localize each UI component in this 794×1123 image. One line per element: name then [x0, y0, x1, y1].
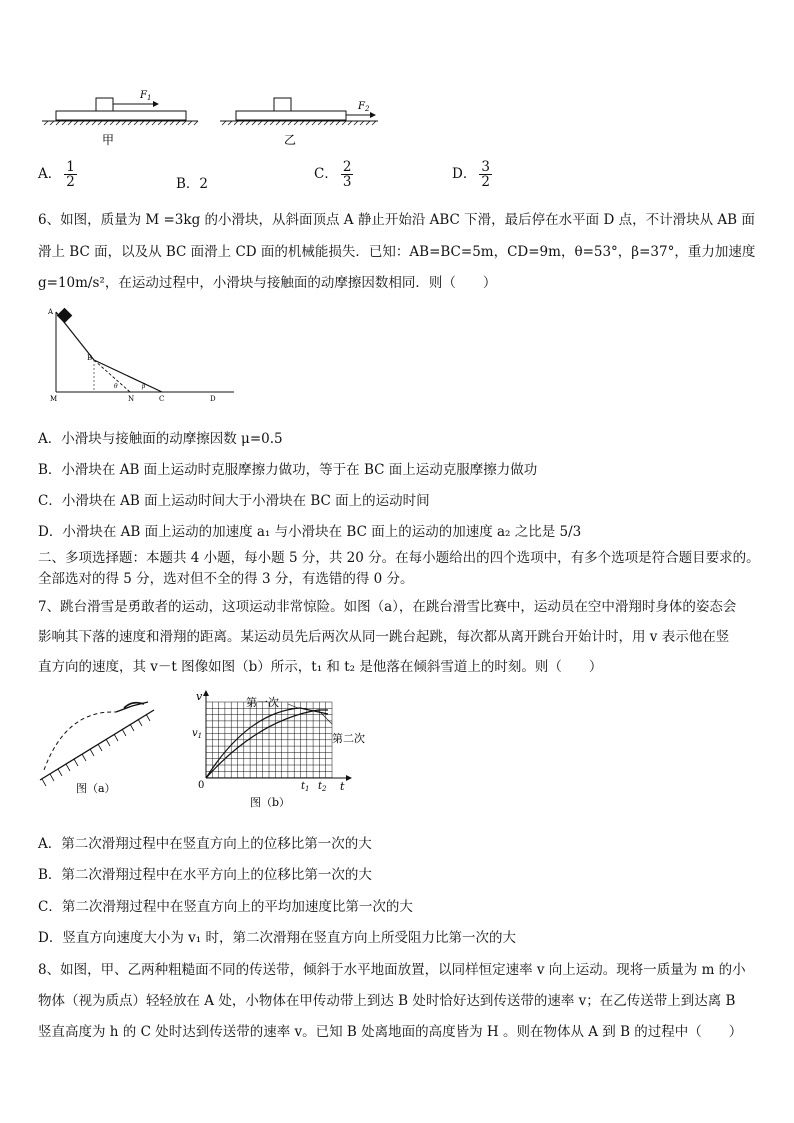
t1-label: $t_1$ [301, 781, 310, 793]
numerator: 1 [66, 159, 75, 175]
q6-stem-line-2: 滑上 BC 面，以及从 BC 面滑上 CD 面的机械能损失．已知：AB=BC=5m，CD=9m，θ=53°，β=37°，重力加速度 [38, 244, 756, 260]
fig-label-jia: 甲 [102, 133, 115, 147]
series-first-label: 第一次 [246, 696, 279, 709]
fraction [341, 160, 354, 189]
axis-v-label: v [196, 690, 203, 703]
q7-stem-line-3: 直方向的速度，其 v－t 图像如图（b）所示，t₁ 和 t₂ 是他落在倾斜雪道上的时刻。则（ ） [38, 659, 603, 675]
fig-friction-blocks [38, 84, 388, 150]
point-d-label: D [210, 395, 216, 403]
q6-option-d[interactable]: D．小滑块在 AB 面上运动的加速度 a₁ 与小滑块在 BC 面上的运动的加速度 a₂ 之比是 5/3 [38, 524, 582, 540]
fig-incline [44, 304, 244, 404]
point-a-label: A [48, 308, 54, 316]
q6-option-c[interactable]: C．小滑块在 AB 面上运动时间大于小滑块在 BC 面上的运动时间 [38, 493, 430, 509]
point-c-label: C [159, 395, 165, 403]
point-m-label: M [50, 395, 58, 403]
point-b-label: B [87, 354, 93, 362]
q8-stem-line-2: 物体（视为质点）轻轻放在 A 处，小物体在甲传动带上到达 B 处时恰好达到传送带的速率 v；在乙传送带上到达离 B [38, 993, 736, 1009]
f1-label: $F_1$ [140, 90, 152, 102]
angle-theta-label: θ [114, 383, 118, 390]
fig-b-caption: 图（b） [250, 796, 291, 809]
axis-t-label: t [340, 780, 345, 793]
q7-option-c[interactable]: C．第二次滑翔过程中在竖直方向上的平均加速度比第一次的大 [38, 899, 413, 915]
option-letter: D． [452, 166, 477, 183]
q7-option-d[interactable]: D．竖直方向速度大小为 v₁ 时，第二次滑翔在竖直方向上所受阻力比第一次的大 [38, 930, 516, 946]
q6-option-a[interactable]: A．小滑块与接触面的动摩擦因数 μ=0.5 [38, 431, 283, 447]
q7-option-a[interactable]: A．第二次滑翔过程中在竖直方向上的位移比第一次的大 [38, 836, 372, 852]
q8-stem-line-3: 竖直高度为 h 的 C 处时达到传送带的速率 v。已知 B 处离地面的高度皆为 H 。则在物体从 A 到 B 的过程中（ ） [38, 1024, 743, 1040]
fig-ski-jump [36, 700, 166, 800]
section-2-instructions: 全部选对的得 5 分，选对但不全的得 3 分，有选错的得 0 分。 [38, 571, 414, 587]
q5-option-c[interactable] [314, 160, 353, 189]
option-letter: C． [314, 166, 338, 183]
origin-label: 0 [198, 780, 205, 791]
q6-option-b[interactable]: B．小滑块在 AB 面上运动时克服摩擦力做功，等于在 BC 面上运动克服摩擦力做功 [38, 462, 538, 478]
q6-stem-line-1: 6、如图，质量为 M =3kg 的小滑块，从斜面顶点 A 静止开始沿 ABC 下滑，最后停在水平面 D 点，不计滑块从 AB 面 [38, 212, 755, 228]
series-second-label: 第二次 [332, 732, 365, 745]
q5-option-a[interactable] [38, 160, 77, 189]
numerator: 3 [481, 159, 490, 175]
fig-a-caption: 图（a） [76, 782, 116, 795]
q7-stem-line-2: 影响其下落的速度和滑翔的距离。某运动员先后两次从同一跳台起跳，每次都从离开跳台开始计时，用 v 表示他在竖 [38, 629, 730, 645]
option-letter: A． [38, 166, 62, 183]
section-2-heading: 二、多项选择题：本题共 4 小题，每小题 5 分，共 20 分。在每小题给出的四个选项中，有多个选项是符合题目要求的。 [38, 550, 760, 566]
t2-label: $t_2$ [318, 781, 327, 793]
denominator: 2 [481, 174, 490, 191]
q8-stem-line-1: 8、如图，甲、乙两种粗糙面不同的传送带，倾斜于水平地面放置，以同样恒定速率 v 向上运动。现将一质量为 m 的小 [38, 962, 746, 978]
v1-label: $v_1$ [192, 728, 203, 740]
denominator: 2 [66, 174, 75, 191]
q5-option-b[interactable] [176, 172, 208, 192]
q7-option-b[interactable]: B．第二次滑翔过程中在水平方向上的位移比第一次的大 [38, 867, 372, 883]
option-letter: B． [176, 176, 200, 192]
numerator: 2 [342, 159, 352, 175]
fig-label-yi: 乙 [284, 133, 297, 147]
fig-vt-graph [188, 690, 388, 814]
fig-yi [220, 98, 378, 147]
option-value: 2 [199, 176, 209, 192]
denominator: 3 [342, 174, 352, 191]
fraction [479, 160, 492, 189]
q7-stem-line-1: 7、跳台滑雪是勇敢者的运动，这项运动非常惊险。如图（a），在跳台滑雪比赛中，运动员在空中滑翔时身体的姿态会 [38, 599, 737, 615]
f2-label: $F_2$ [358, 101, 370, 113]
fig-jia [42, 90, 198, 147]
q6-stem-line-3: g=10m/s²，在运动过程中，小滑块与接触面的动摩擦因数相同．则（ ） [38, 275, 497, 291]
q5-option-d[interactable] [452, 160, 492, 189]
point-n-label: N [128, 395, 135, 403]
angle-beta-label: β [142, 383, 146, 390]
fraction [64, 160, 77, 189]
